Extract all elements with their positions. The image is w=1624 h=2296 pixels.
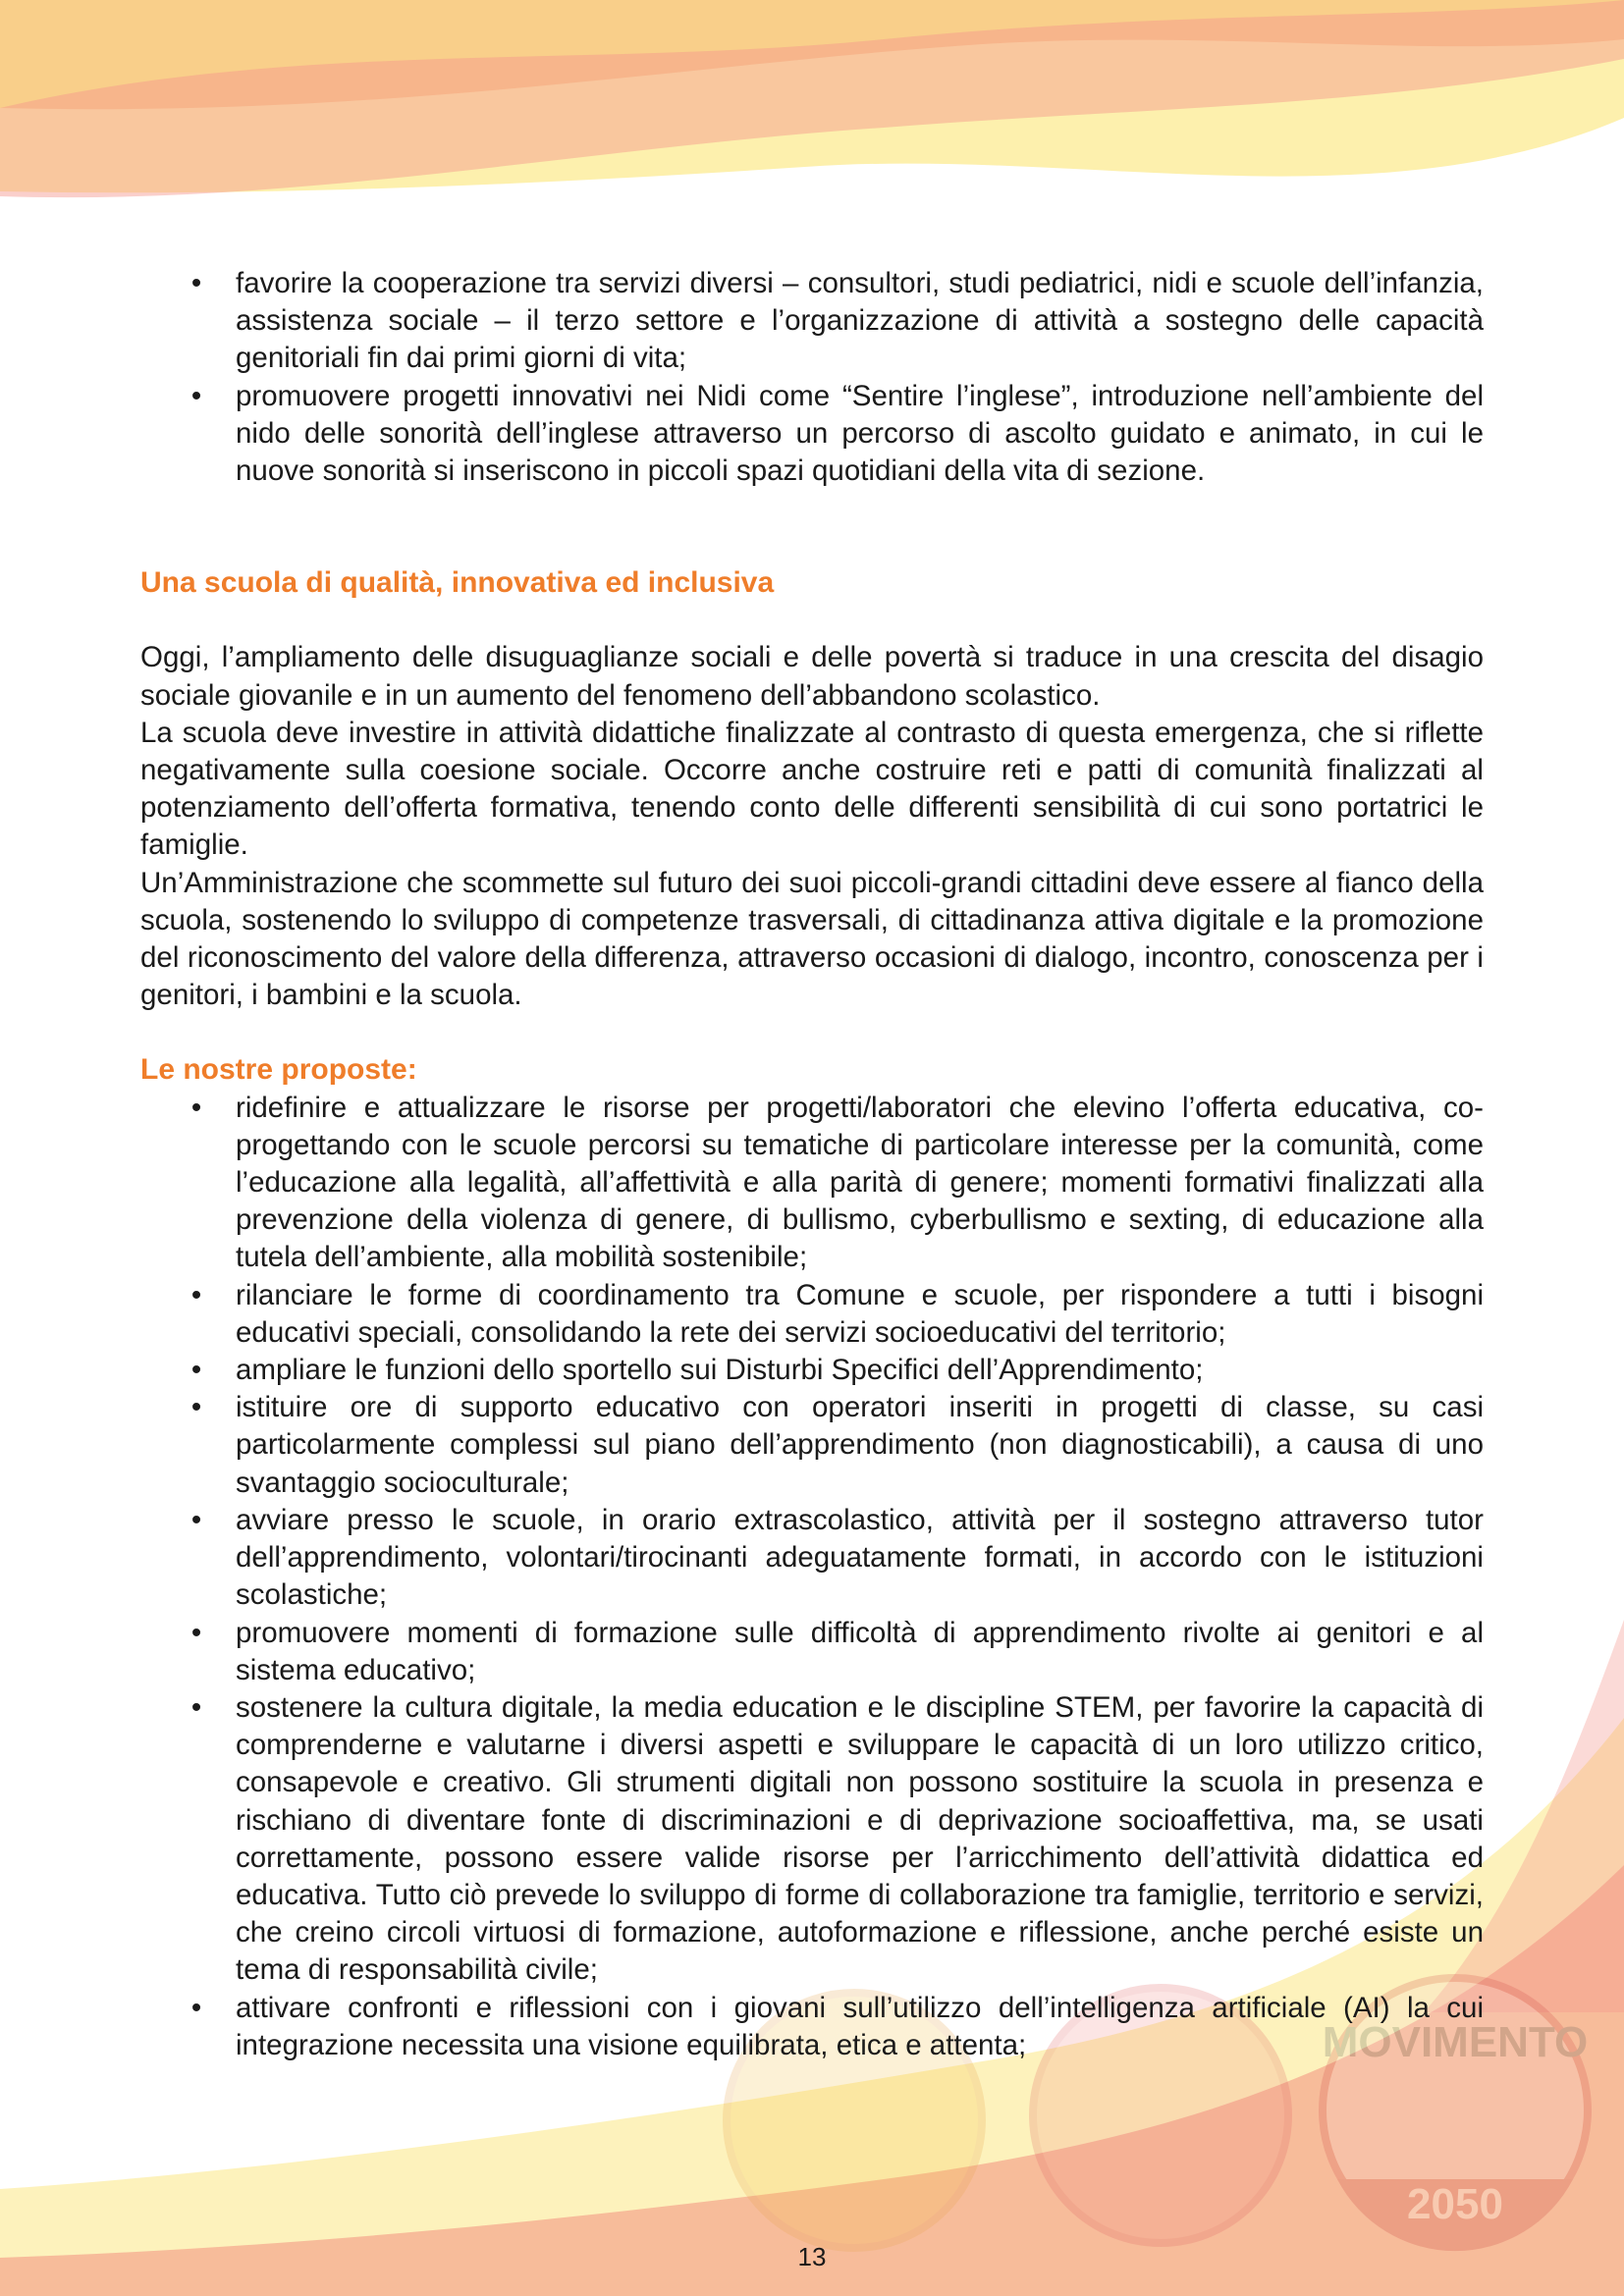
list-item-text: favorire la cooperazione tra servizi diversi – consultori, studi pediatrici, nidi e scuole dell’infanzia, assistenza sociale – il terzo settore e l’organizzazione di attività a sostegno delle capacità genitoriali fin dai primi giorni di vita; [236,267,1484,375]
list-item [140,1502,1484,1615]
list-item-text: sostenere la cultura digitale, la media education e le discipline STEM, per favorire la capacità di comprenderne e valutarne i diversi aspetti e sviluppare le capacità di un loro utilizzo critico, consapevole e creativo. Gli strumenti digitali non possono sostituire la scuola in presenza e rischiano di diventare fonte di discriminazioni e di deprivazione socioaffettiva, ma, se usati correttamente, possono essere valide risorse per l’arricchimento dell’attività didattica ed educativa. Tutto ciò prevede lo sviluppo di forme di collaborazione tra famiglie, territorio e servizi, che creino circoli virtuosi di formazione, autoformazione e riflessione, anche perché esiste un tema di responsabilità civile; [236,1690,1484,1987]
bullet-icon: • [190,1278,202,1311]
paragraph: Un’Amministrazione che scommette sul futuro dei suoi piccoli-grandi cittadini deve essere al fianco della scuola, sostenendo lo sviluppo di competenze trasversali, di cittadinanza attiva digitale e la promozione del riconoscimento del valore della differenza, attraverso occasioni di dialogo, incontro, conoscenza per i genitori, i bambini e la scuola. [140,866,1484,1012]
list-item [140,1990,1484,2064]
list-item [140,1389,1484,1502]
logo-3-text-bottom: 2050 [1407,2180,1503,2228]
list-item [140,378,1484,491]
list-item [140,1615,1484,1689]
list-item [140,265,1484,378]
list-item-text: attivare confronti e riflessioni con i giovani sull’utilizzo dell’intelligenza artificiale (AI) la cui integrazione necessita una visione equilibrata, etica e attenta; [236,1991,1484,2061]
section-body [140,639,1484,1014]
bullet-icon: • [190,1354,202,1387]
bullet-icon: • [190,1690,202,1724]
list-item [140,1090,1484,1277]
list-item [140,1352,1484,1389]
list-item [140,1689,1484,1990]
bullet-icon: • [190,1616,202,1649]
list-item-text: promuovere momenti di formazione sulle difficoltà di apprendimento rivolte ai genitori e al sistema educativo; [236,1616,1484,1686]
list-item-text: istituire ore di supporto educativo con operatori inseriti in progetti di classe, su casi particolarmente complessi sul piano dell’apprendimento (non diagnosticabili), a causa di uno svantaggio socioculturale; [236,1391,1484,1499]
logo-3-text-top: MOVIMENTO [1322,2018,1589,2066]
page-number: 13 [797,2242,827,2271]
proposals-bullet-list [140,1090,1484,2064]
paragraph: La scuola deve investire in attività didattiche finalizzate al contrasto di questa emergenza, che si riflette negativamente sulla coesione sociale. Occorre anche costruire reti e patti di comunità finalizzati al potenziamento dell’offerta formativa, tenendo conto delle differenti sensibilità di cui sono portatrici le famiglie. [140,716,1484,862]
section-heading: Una scuola di qualità, innovativa ed inclusiva [140,566,775,600]
list-item [140,1277,1484,1352]
paragraph: Oggi, l’ampliamento delle disuguaglianze sociali e delle povertà si traduce in una crescita del disagio sociale giovanile e in un aumento del fenomeno dell’abbandono scolastico. [140,641,1484,712]
page-content [140,265,1484,2064]
bullet-icon: • [190,1991,202,2024]
bullet-icon: • [190,267,202,299]
list-item-text: ridefinire e attualizzare le risorse per progetti/laboratori che elevino l’offerta educativa, co-progettando con le scuole percorsi su tematiche di particolare interesse per la comunità, come l’educazione alla legalità, all’affettività e alla parità di genere; momenti formativi finalizzati alla prevenzione della violenza di genere, di bullismo, cyberbullismo e sexting, di educazione alla tutela dell’ambiente, alla mobilità sostenibile; [236,1091,1484,1274]
bullet-icon: • [190,1391,202,1424]
bullet-icon: • [190,1091,202,1124]
list-item-text: rilanciare le forme di coordinamento tra Comune e scuole, per rispondere a tutti i bisogni educativi speciali, consolidando la rete dei servizi socioeducativi del territorio; [236,1278,1484,1349]
proposals-heading: Le nostre proposte: [140,1053,417,1087]
bullet-icon: • [190,379,202,412]
intro-bullet-list [140,265,1484,490]
bullet-icon: • [190,1503,202,1536]
list-item-text: avviare presso le scuole, in orario extrascolastico, attività per il sostegno attraverso tutor dell’apprendimento, volontari/tirocinanti adeguatamente formati, in accordo con le istituzioni scolastiche; [236,1503,1484,1612]
list-item-text: promuovere progetti innovativi nei Nidi come “Sentire l’inglese”, introduzione nell’ambiente del nido delle sonorità dell’inglese attraverso un percorso di ascolto guidato e animato, in cui le nuove sonorità si inseriscono in piccoli spazi quotidiani della vita di sezione. [236,379,1484,488]
list-item-text: ampliare le funzioni dello sportello sui Disturbi Specifici dell’Apprendimento; [236,1354,1204,1387]
